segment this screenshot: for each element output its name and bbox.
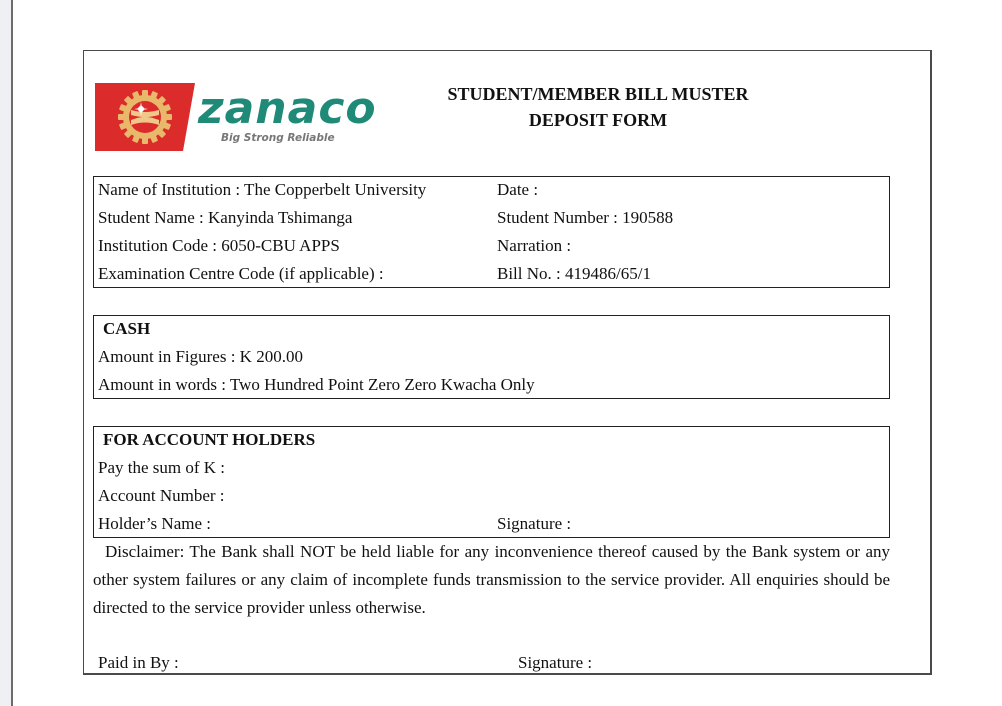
amount-figures-field: Amount in Figures : K 200.00 xyxy=(98,347,303,366)
zanaco-logo xyxy=(95,83,377,151)
date-field: Date : xyxy=(497,180,539,199)
holder-signature-field: Signature : xyxy=(497,514,572,533)
bill-number-field: Bill No. : 419486/65/1 xyxy=(497,264,651,283)
institution-code-field: Institution Code : 6050-CBU APPS xyxy=(98,236,340,255)
form-title xyxy=(420,81,776,133)
holder-name-field: Holder’s Name : xyxy=(98,514,211,533)
form-title-line2: DEPOSIT FORM xyxy=(528,110,668,130)
narration-field: Narration : xyxy=(497,236,572,255)
gear-emblem-icon xyxy=(117,89,173,145)
logo-wordmark: zanaco xyxy=(198,83,377,134)
student-name-field: Student Name : Kanyinda Tshimanga xyxy=(98,208,353,227)
account-holders-heading: FOR ACCOUNT HOLDERS xyxy=(103,430,316,449)
viewer-side-strip xyxy=(0,0,13,706)
depositor-signature-field: Signature : xyxy=(518,653,593,672)
exam-centre-code-field: Examination Centre Code (if applicable) : xyxy=(98,264,384,283)
pay-sum-field: Pay the sum of K : xyxy=(98,458,226,477)
student-number-field: Student Number : 190588 xyxy=(497,208,674,227)
cash-heading: CASH xyxy=(103,319,151,338)
amount-words-field: Amount in words : Two Hundred Point Zero Zero Kwacha Only xyxy=(98,375,535,394)
institution-name-field: Name of Institution : The Copperbelt University xyxy=(98,180,427,199)
account-number-field: Account Number : xyxy=(98,486,225,505)
logo-tagline: Big Strong Reliable xyxy=(221,132,335,144)
disclaimer-text: Disclaimer: The Bank shall NOT be held liable for any inconvenience thereof caused by the Bank system or any other system failures or any claim of incomplete funds transmission to the service provider. All enquiries should be directed to the service provider unless otherwise. xyxy=(93,542,890,617)
paid-in-by-field: Paid in By : xyxy=(98,653,179,672)
form-title-line1: STUDENT/MEMBER BILL MUSTER xyxy=(447,84,749,104)
